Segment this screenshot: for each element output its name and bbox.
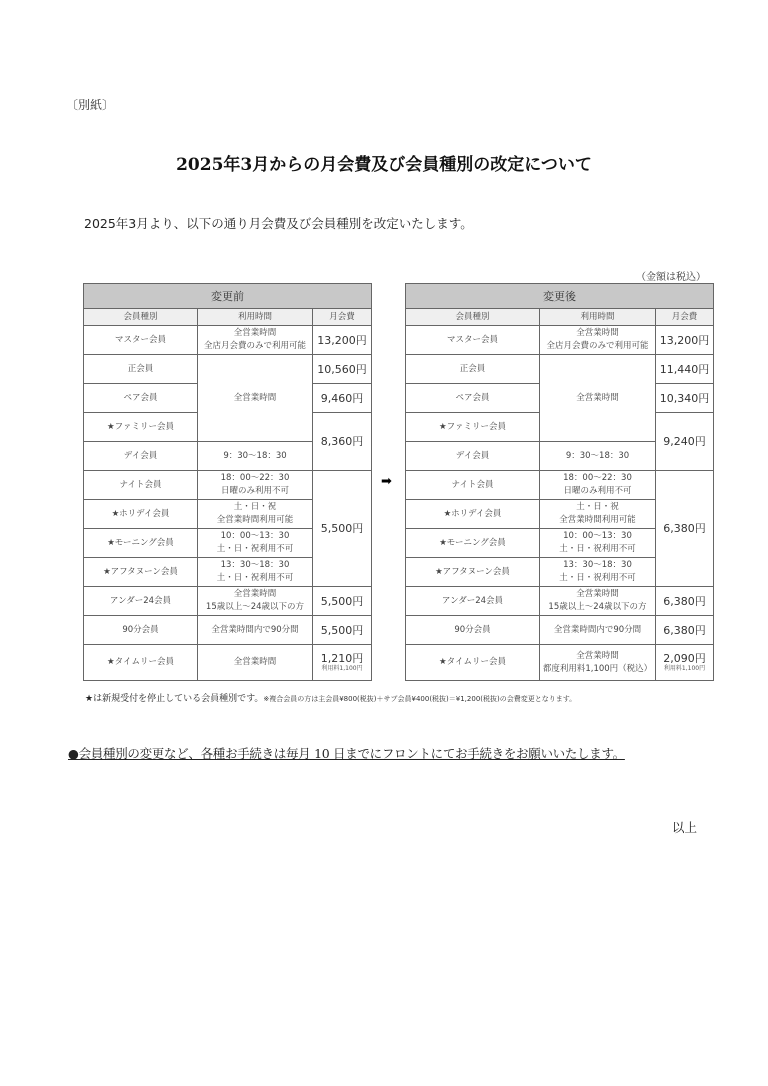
- member-type: ★アフタヌーン会員: [84, 558, 198, 587]
- hours-line: 全営業時間: [576, 328, 619, 338]
- table-row-master: [84, 326, 372, 355]
- table-banner: 変更前: [84, 284, 372, 309]
- monthly-fee: 6,380円: [656, 471, 714, 587]
- table-banner: 変更後: [406, 284, 714, 309]
- monthly-fee: 10,560円: [313, 355, 372, 384]
- member-type: ★ホリデイ会員: [84, 500, 198, 529]
- column-header-hours: 利用時間: [198, 309, 313, 326]
- usage-hours: [540, 500, 656, 529]
- usage-hours: 9：30〜18：30: [198, 442, 313, 471]
- closing-text: 以上: [672, 820, 698, 835]
- monthly-fee: 13,200円: [313, 326, 372, 355]
- monthly-fee: 5,500円: [313, 587, 372, 616]
- fee-table-after: [405, 283, 714, 681]
- usage-hours: [540, 529, 656, 558]
- member-type: マスター会員: [84, 326, 198, 355]
- hours-line: 15歳以上〜24歳以下の方: [205, 602, 305, 612]
- usage-hours: 全営業時間内で90分間: [540, 616, 656, 645]
- member-type: ★ホリデイ会員: [406, 500, 540, 529]
- member-type: 90分会員: [406, 616, 540, 645]
- monthly-fee: 13,200円: [656, 326, 714, 355]
- member-type: ★タイムリー会員: [84, 645, 198, 681]
- usage-hours: [198, 500, 313, 529]
- table-row-timely: [406, 645, 714, 681]
- hours-line: 全営業時間: [233, 589, 277, 599]
- monthly-fee: 6,380円: [656, 616, 714, 645]
- member-type: ★ファミリー会員: [84, 413, 198, 442]
- member-type: ★アフタヌーン会員: [406, 558, 540, 587]
- member-type: 正会員: [84, 355, 198, 384]
- usage-hours: [198, 558, 313, 587]
- hours-line: 日曜のみ利用不可: [220, 486, 289, 496]
- hours-line: 土・日・祝利用不可: [216, 544, 294, 554]
- table-row-master: [406, 326, 714, 355]
- fee-amount: 1,210円: [320, 652, 364, 665]
- hours-line: 13：30〜18：30: [220, 560, 290, 570]
- hours-line: 都度利用料1,100円（税込）: [542, 663, 653, 674]
- member-type: アンダー24会員: [406, 587, 540, 616]
- footnote: [85, 691, 576, 704]
- hours-line: 15歳以上〜24歳以下の方: [548, 602, 647, 612]
- usage-hours: 9：30〜18：30: [540, 442, 656, 471]
- hours-line: 18：00〜22：30: [220, 473, 290, 483]
- usage-hours: [540, 326, 656, 355]
- usage-hours: [198, 471, 313, 500]
- table-row-under24: [84, 587, 372, 616]
- hours-line: 全営業時間: [233, 328, 277, 338]
- column-header-fee: 月会費: [656, 309, 714, 326]
- monthly-fee: [313, 645, 372, 681]
- usage-hours: [540, 587, 656, 616]
- hours-line: 日曜のみ利用不可: [563, 486, 632, 496]
- hours-line: 全店月会費のみで利用可能: [546, 341, 649, 351]
- hours-line: 全営業時間利用可能: [559, 515, 636, 525]
- fee-usage-note: 利用料1,100円: [663, 665, 706, 672]
- monthly-fee: 5,500円: [313, 471, 372, 587]
- member-type: ★タイムリー会員: [406, 645, 540, 681]
- monthly-fee: 11,440円: [656, 355, 714, 384]
- hours-line: 10：00〜13：30: [563, 531, 632, 541]
- monthly-fee: 9,460円: [313, 384, 372, 413]
- hours-line: 10：00〜13：30: [220, 531, 290, 541]
- table-row-90min: [406, 616, 714, 645]
- column-header-type: 会員種別: [406, 309, 540, 326]
- procedure-note: ●会員種別の変更など、各種お手続きは毎月 10 日までにフロントにてお手続きをお願いいたします。: [68, 746, 625, 761]
- arrow-right-icon: ➡: [381, 474, 392, 489]
- column-header-fee: 月会費: [313, 309, 372, 326]
- fee-amount: 2,090円: [663, 652, 706, 665]
- monthly-fee: 6,380円: [656, 587, 714, 616]
- column-header-type: 会員種別: [84, 309, 198, 326]
- monthly-fee: 9,240円: [656, 413, 714, 471]
- member-type: ★モーニング会員: [406, 529, 540, 558]
- member-type: デイ会員: [84, 442, 198, 471]
- member-type: ナイト会員: [406, 471, 540, 500]
- member-type: マスター会員: [406, 326, 540, 355]
- usage-hours: [540, 558, 656, 587]
- footnote-compound-member: ※複合会員の方は主会員¥800(税抜)＋サブ会員¥400(税抜)＝¥1,200(税抜)の会費変更となります。: [263, 695, 577, 703]
- usage-hours: [540, 645, 656, 681]
- hours-line: 全営業時間: [576, 650, 619, 661]
- hours-line: 18：00〜22：30: [563, 473, 632, 483]
- usage-hours: [198, 529, 313, 558]
- table-row-timely: [84, 645, 372, 681]
- table-row-90min: [84, 616, 372, 645]
- table-row-regular: [406, 355, 714, 384]
- member-type: ペア会員: [406, 384, 540, 413]
- hours-line: 土・日・祝: [233, 502, 277, 512]
- table-row-regular: [84, 355, 372, 384]
- member-type: デイ会員: [406, 442, 540, 471]
- hours-line: 全営業時間利用可能: [216, 515, 294, 525]
- hours-line: 13：30〜18：30: [563, 560, 632, 570]
- table-row-night: [84, 471, 372, 500]
- attachment-label: 〔別紙〕: [66, 98, 115, 112]
- usage-hours: 全営業時間内で90分間: [198, 616, 313, 645]
- monthly-fee: [656, 645, 714, 681]
- footnote-main: ★は新規受付を停止している会員種別です。: [85, 694, 264, 704]
- table-row-night: [406, 471, 714, 500]
- hours-line: 土・日・祝利用不可: [559, 573, 636, 583]
- usage-hours: 全営業時間: [198, 645, 313, 681]
- page-title: 2025年3月からの月会費及び会員種別の改定について: [176, 155, 592, 175]
- member-type: ペア会員: [84, 384, 198, 413]
- column-header-hours: 利用時間: [540, 309, 656, 326]
- usage-hours: 全営業時間: [540, 355, 656, 442]
- intro-text: 2025年3月より、以下の通り月会費及び会員種別を改定いたします。: [84, 216, 473, 231]
- usage-hours: [198, 587, 313, 616]
- tax-included-note: （金額は税込）: [636, 272, 706, 283]
- usage-hours: 全営業時間: [198, 355, 313, 442]
- monthly-fee: 8,360円: [313, 413, 372, 471]
- hours-line: 土・日・祝: [576, 502, 619, 512]
- hours-line: 土・日・祝利用不可: [216, 573, 294, 583]
- fee-table-before: [83, 283, 372, 681]
- monthly-fee: 5,500円: [313, 616, 372, 645]
- member-type: 90分会員: [84, 616, 198, 645]
- member-type: 正会員: [406, 355, 540, 384]
- fee-usage-note: 利用料1,100円: [321, 665, 363, 672]
- member-type: ★モーニング会員: [84, 529, 198, 558]
- monthly-fee: 10,340円: [656, 384, 714, 413]
- hours-line: 土・日・祝利用不可: [559, 544, 636, 554]
- hours-line: 全営業時間: [576, 589, 619, 599]
- usage-hours: [540, 471, 656, 500]
- member-type: ★ファミリー会員: [406, 413, 540, 442]
- table-row-under24: [406, 587, 714, 616]
- member-type: ナイト会員: [84, 471, 198, 500]
- hours-line: 全店月会費のみで利用可能: [203, 341, 306, 351]
- member-type: アンダー24会員: [84, 587, 198, 616]
- usage-hours: [198, 326, 313, 355]
